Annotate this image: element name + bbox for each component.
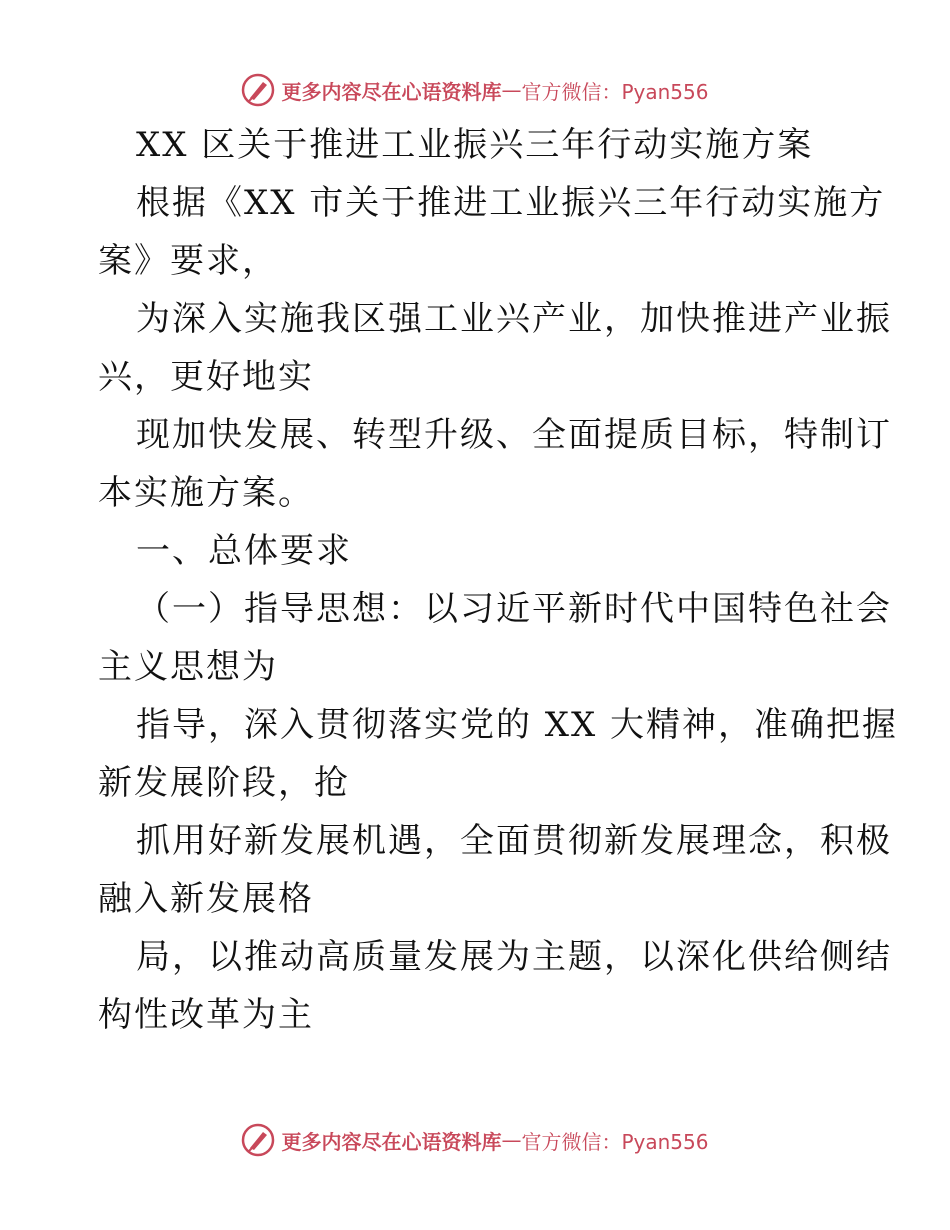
document-body [98,116,899,1044]
paragraph-line: 本实施方案。 [98,473,314,513]
watermark-brand-text: 更多内容尽在心语资料库 [281,1129,502,1154]
watermark-banner-top [0,70,950,110]
document-title: XX 区关于推进工业振兴三年行动实施方案 [136,125,814,165]
section-heading: 一、总体要求 [136,531,352,571]
paragraph-line: 为深入实施我区强工业兴产业，加快推进产业振 [136,299,892,339]
paragraph-line: 主义思想为 [98,647,278,687]
paragraph-line: 案》要求， [98,241,278,281]
paragraph-line: 兴，更好地实 [98,357,314,397]
paragraph-line: 抓用好新发展机遇，全面贯彻新发展理念，积极 [136,821,892,861]
quill-pen-logo-icon [241,1123,275,1157]
quill-pen-logo-icon [241,73,275,107]
watermark-banner-bottom [0,1120,950,1160]
paragraph-line: 融入新发展格 [98,879,314,919]
watermark-brand-text: 更多内容尽在心语资料库 [281,79,502,104]
paragraph-line: （一）指导思想：以习近平新时代中国特色社会 [136,589,892,629]
watermark-separator: — [501,1128,522,1152]
watermark-separator: — [501,78,522,102]
watermark-wechat-text: 官方微信：Pyan556 [521,1129,709,1154]
watermark-wechat-text: 官方微信：Pyan556 [521,79,709,104]
paragraph-line: 现加快发展、转型升级、全面提质目标，特制订 [136,415,892,455]
paragraph-line: 指导，深入贯彻落实党的 XX 大精神，准确把握 [136,705,899,745]
paragraph-line: 新发展阶段，抢 [98,763,350,803]
paragraph-line: 根据《XX 市关于推进工业振兴三年行动实施方 [136,183,886,223]
paragraph-line: 构性改革为主 [98,995,314,1035]
paragraph-line: 局，以推动高质量发展为主题，以深化供给侧结 [136,937,892,977]
